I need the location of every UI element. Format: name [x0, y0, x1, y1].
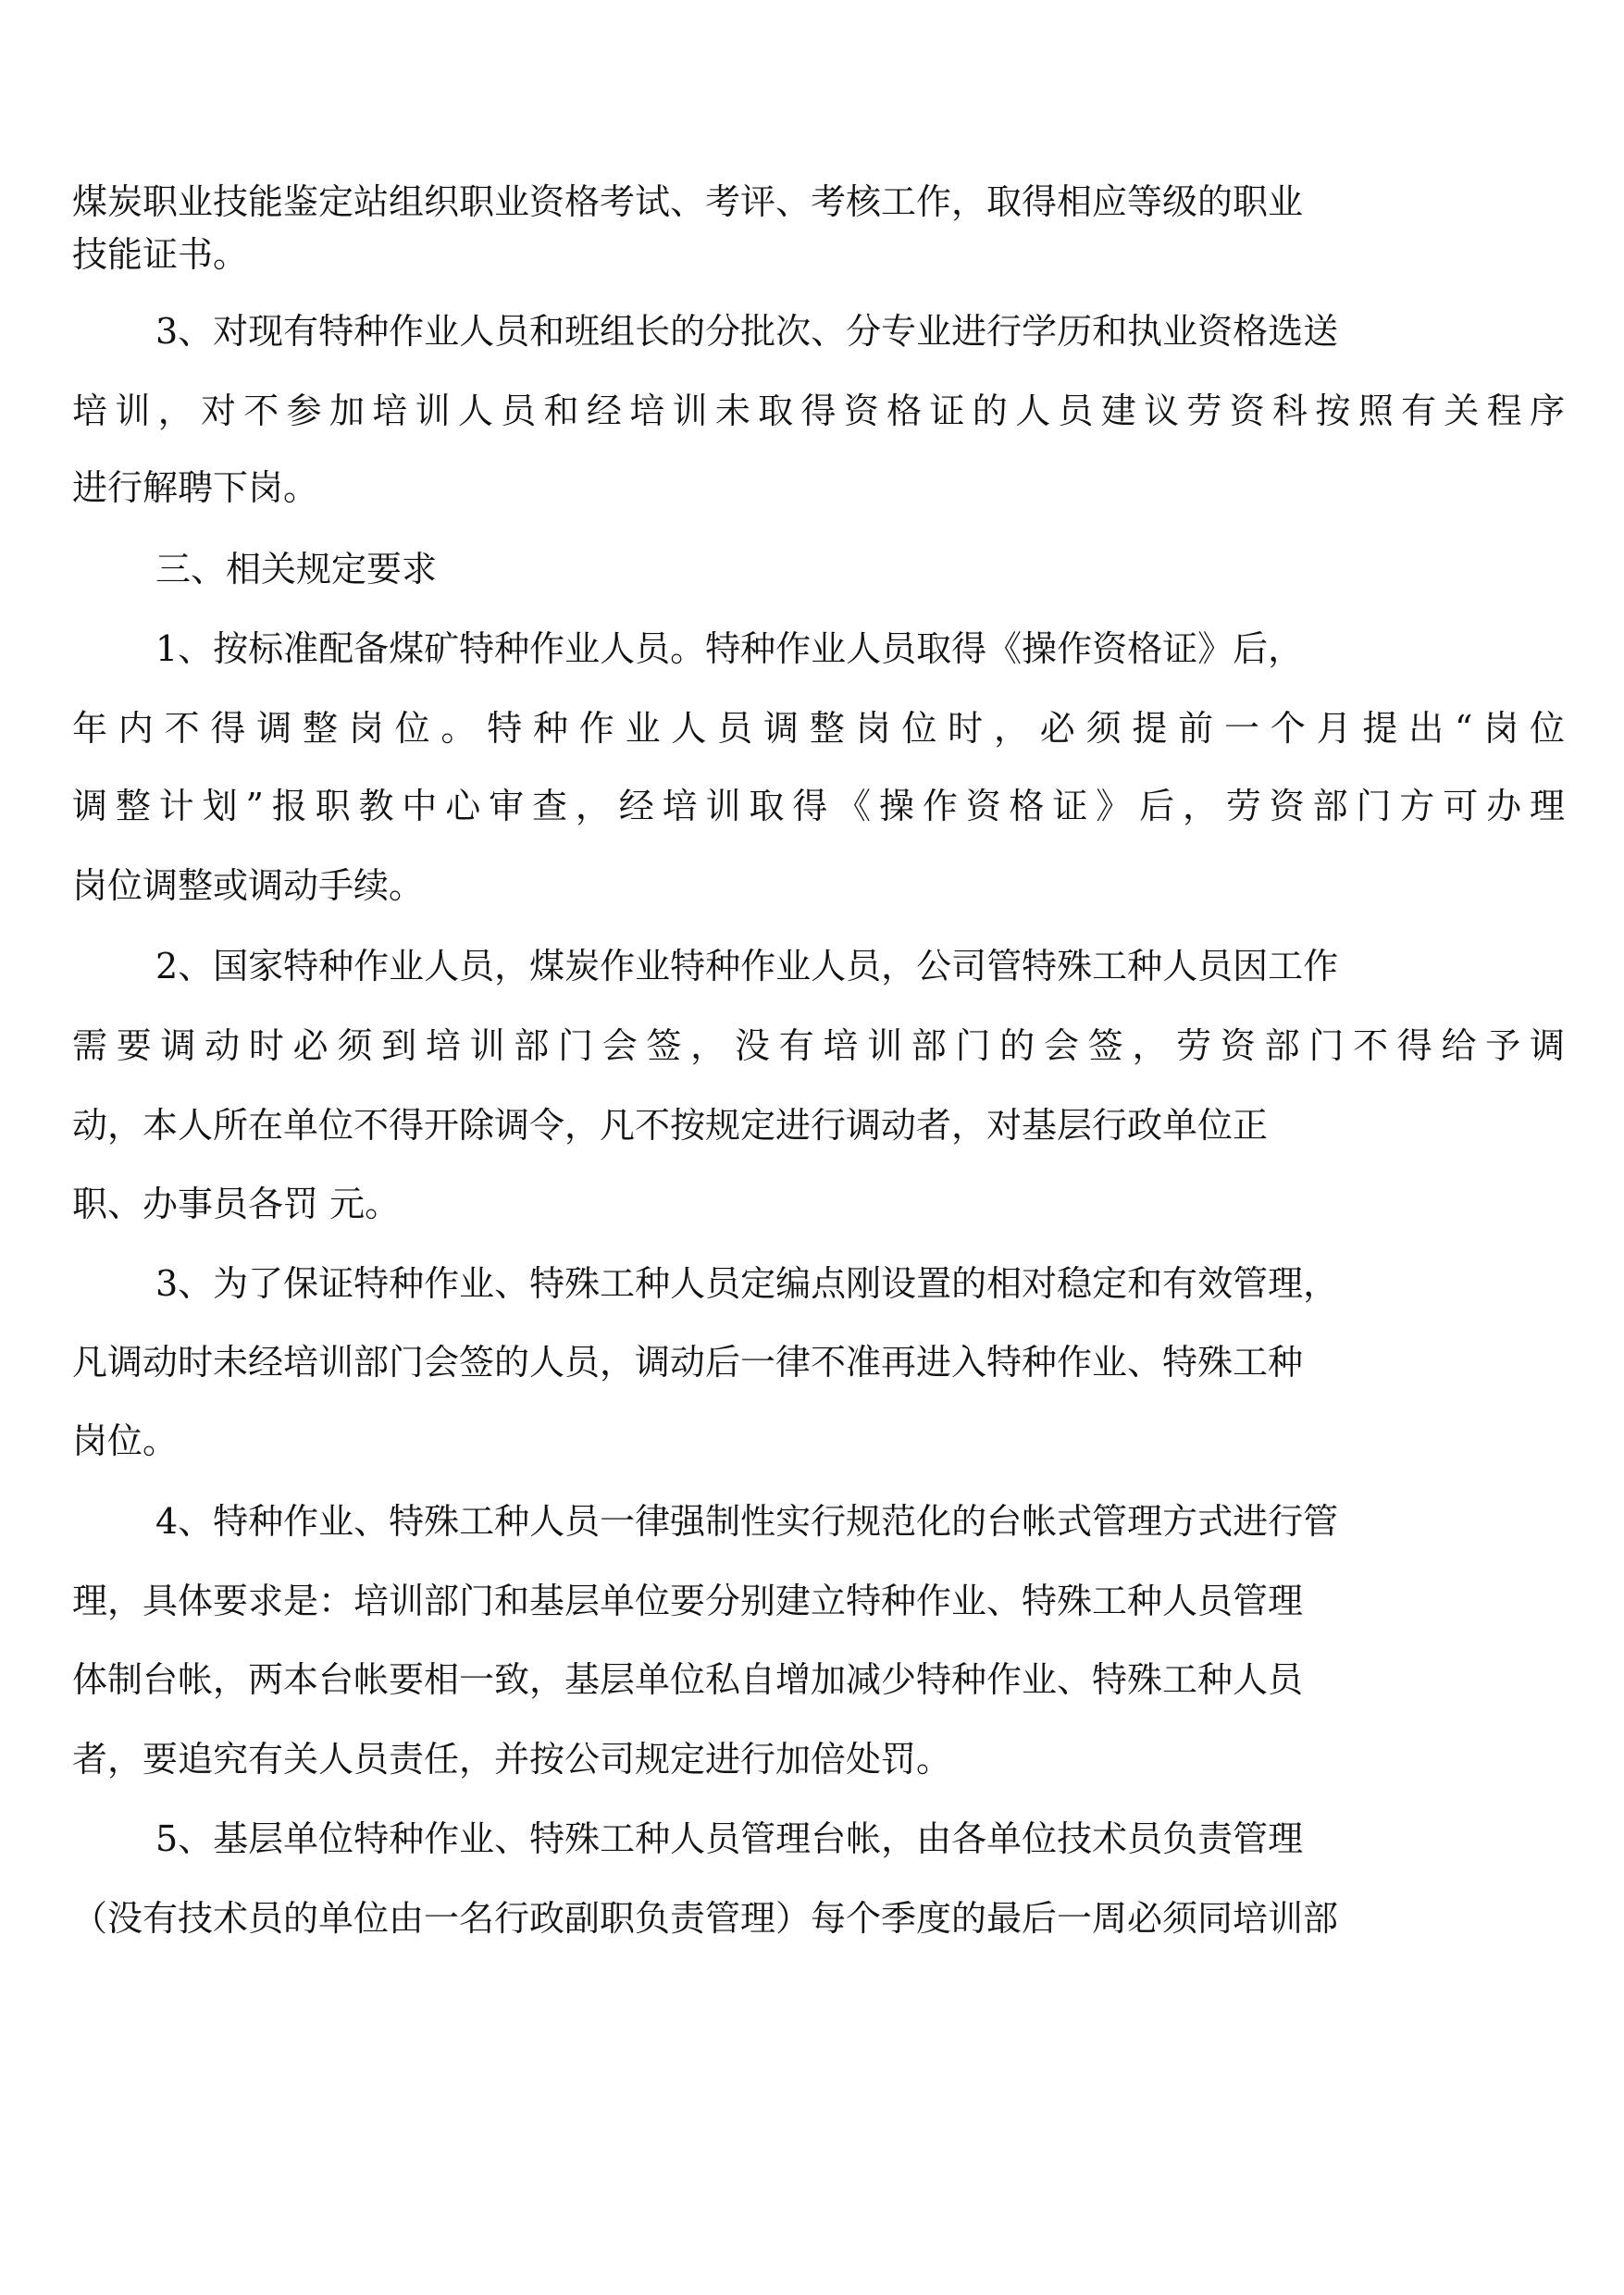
body-text-line: 岗位。	[72, 1420, 179, 1461]
section-heading: 三、相关规定要求	[155, 549, 438, 589]
body-text-line: 体制台帐，两本台帐要相一致，基层单位私自增加减少特种作业、特殊工种人员	[72, 1659, 1304, 1700]
body-text-line: 年内不得调整岗位。特种作业人员调整岗位时，必须提前一个月提出“岗位	[72, 708, 1565, 749]
body-text-line: 者，要追究有关人员责任，并按公司规定进行加倍处罚。	[72, 1739, 952, 1780]
body-text-line: 职、办事员各罚 元。	[72, 1184, 401, 1224]
body-text-line: 2、国家特种作业人员，煤炭作业特种作业人员，公司管特殊工种人员因工作	[155, 946, 1339, 986]
body-text-line: （没有技术员的单位由一名行政副职负责管理）每个季度的最后一周必须同培训部	[72, 1898, 1339, 1939]
body-text-line: 5、基层单位特种作业、特殊工种人员管理台帐，由各单位技术员负责管理	[155, 1818, 1304, 1859]
body-text-line: 凡调动时未经培训部门会签的人员，调动后一律不准再进入特种作业、特殊工种	[72, 1342, 1304, 1383]
body-text-line: 进行解聘下岗。	[72, 467, 319, 508]
body-text-line: 煤炭职业技能鉴定站组织职业资格考试、考评、考核工作，取得相应等级的职业	[72, 181, 1304, 222]
body-text-line: 培训，对不参加培训人员和经培训未取得资格证的人员建议劳资科按照有关程序	[72, 391, 1565, 431]
body-text-line: 岗位调整或调动手续。	[72, 865, 425, 906]
body-text-line: 理，具体要求是：培训部门和基层单位要分别建立特种作业、特殊工种人员管理	[72, 1581, 1304, 1621]
body-text-line: 动，本人所在单位不得开除调令，凡不按规定进行调动者，对基层行政单位正	[72, 1105, 1269, 1146]
body-text-line: 1、按标准配备煤矿特种作业人员。特种作业人员取得《操作资格证》后，	[155, 628, 1304, 669]
body-text-line: 需要调动时必须到培训部门会签，没有培训部门的会签，劳资部门不得给予调	[72, 1025, 1565, 1066]
body-text-line: 技能证书。	[72, 234, 249, 275]
body-text-line: 4、特种作业、特殊工种人员一律强制性实行规范化的台帐式管理方式进行管	[155, 1501, 1339, 1542]
body-text-line: 3、对现有特种作业人员和班组长的分批次、分专业进行学历和执业资格选送	[155, 311, 1339, 352]
body-text-line: 调整计划”报职教中心审查，经培训取得《操作资格证》后，劳资部门方可办理	[72, 786, 1565, 826]
body-text-line: 3、为了保证特种作业、特殊工种人员定编点刚设置的相对稳定和有效管理，	[155, 1263, 1339, 1304]
